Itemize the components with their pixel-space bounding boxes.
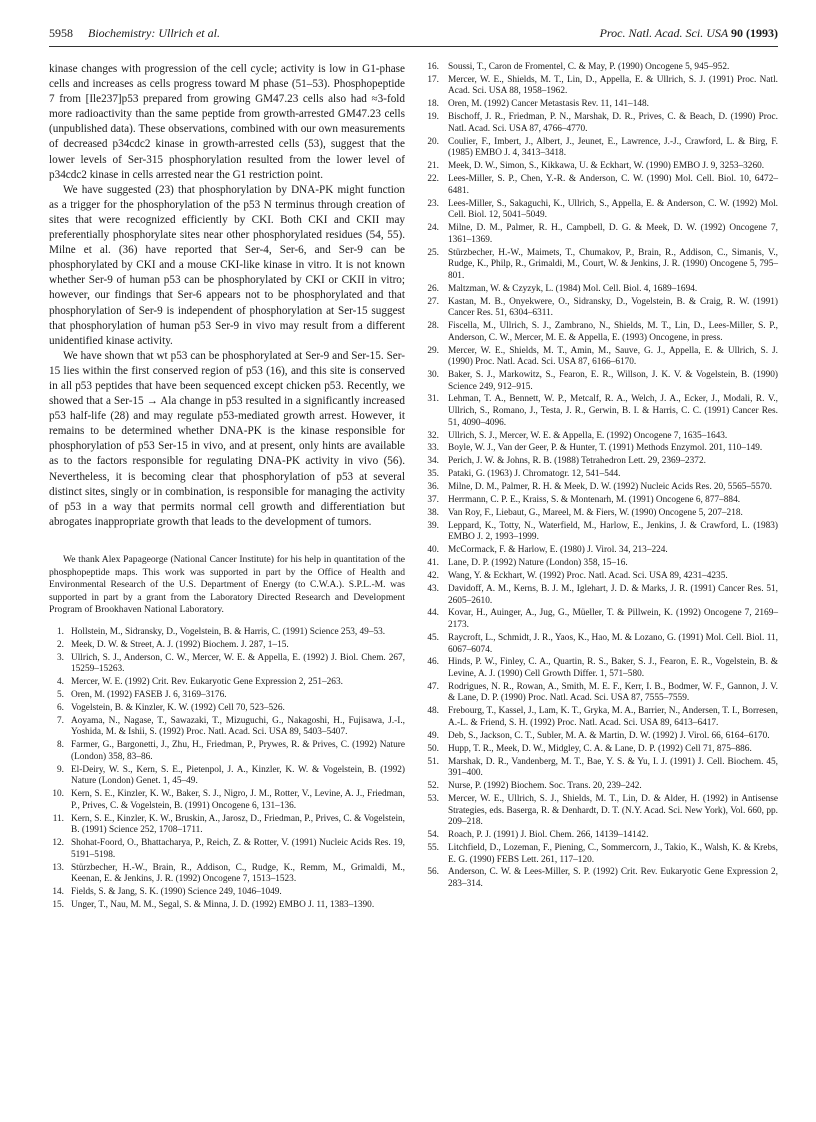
reference-number: 47. xyxy=(427,681,439,692)
reference-number: 21. xyxy=(427,161,439,172)
reference-number: 36. xyxy=(427,482,439,493)
reference-text: Kastan, M. B., Onyekwere, O., Sidransky, D., Vogelstein, B. & Craig, R. W. (1991) Cancer Res. 51, 6304–6311. xyxy=(448,296,778,319)
reference-number: 35. xyxy=(427,469,439,480)
reference-item xyxy=(49,677,405,689)
reference-item xyxy=(424,370,778,393)
reference-number: 9. xyxy=(57,764,64,775)
reference-text: Oren, M. (1992) Cancer Metastasis Rev. 11, 141–148. xyxy=(448,99,649,110)
reference-number: 1. xyxy=(57,626,64,637)
reference-text: Bischoff, J. R., Friedman, P. N., Marshak, D. R., Prives, C. & Beach, D. (1990) Proc. Natl. Acad. Sci. USA 87, 4766–4770. xyxy=(448,112,778,134)
journal-name: Proc. Natl. Acad. Sci. USA xyxy=(599,26,728,40)
reference-item xyxy=(49,627,405,639)
reference-number: 20. xyxy=(427,136,439,147)
reference-item xyxy=(49,814,405,837)
reference-text: Boyle, W. J., Van der Geer, P. & Hunter, T. (1991) Methods Enzymol. 201, 110–149. xyxy=(448,443,763,454)
reference-number: 11. xyxy=(52,813,64,824)
reference-item xyxy=(424,584,778,607)
reference-text: Lehman, T. A., Bennett, W. P., Metcalf, R. A., Welch, J. A., Ecker, J., Modali, R. V., Ullrich, S., Romano, J., Testa, J. R., Gerwin, B. I. & Harris, C. C. (1991) Cancer Res. 51, 4090–4096. xyxy=(448,394,778,428)
reference-number: 42. xyxy=(427,571,439,582)
reference-item xyxy=(424,223,778,246)
reference-text: Perich, J. W. & Johns, R. B. (1988) Tetrahedron Lett. 29, 2369–2372. xyxy=(448,456,706,467)
running-header xyxy=(49,24,778,47)
reference-number: 8. xyxy=(57,740,64,751)
reference-item xyxy=(49,716,405,739)
page-number: 5958 xyxy=(49,26,73,40)
reference-item xyxy=(424,545,778,557)
reference-number: 23. xyxy=(427,198,439,209)
reference-number: 7. xyxy=(57,715,64,726)
reference-item xyxy=(49,863,405,886)
reference-item xyxy=(424,495,778,507)
reference-item xyxy=(424,62,778,74)
reference-number: 17. xyxy=(427,74,439,85)
reference-item xyxy=(424,781,778,793)
reference-text: Stürzbecher, H.-W., Brain, R., Addison, C., Rudge, K., Remm, M., Grimaldi, M., Keenan, E. & Jenkins, J. R. (1992) Oncogene 7, 1513–1523. xyxy=(71,862,405,885)
reference-number: 31. xyxy=(427,394,439,405)
reference-number: 55. xyxy=(427,842,439,853)
reference-item xyxy=(424,508,778,520)
reference-text: Lane, D. P. (1992) Nature (London) 358, 15–16. xyxy=(448,558,628,569)
reference-number: 14. xyxy=(52,887,64,898)
reference-item xyxy=(424,830,778,842)
reference-item xyxy=(424,633,778,656)
reference-text: Kern, S. E., Kinzler, K. W., Bruskin, A., Jarosz, D., Friedman, P., Prives, C. & Vogelstein, B. (1991) Science 252, 1708–1711. xyxy=(71,813,405,836)
reference-text: El-Deiry, W. S., Kern, S. E., Pietenpol, J. A., Kinzler, K. W. & Vogelstein, B. (1992) Nature (London) Genet. 1, 45–49. xyxy=(71,764,405,787)
reference-number: 53. xyxy=(427,794,439,805)
reference-text: McCormack, F. & Harlow, E. (1980) J. Virol. 34, 213–224. xyxy=(448,545,668,556)
reference-item xyxy=(49,740,405,763)
reference-item xyxy=(49,789,405,812)
reference-number: 33. xyxy=(427,443,439,454)
reference-number: 37. xyxy=(427,495,439,506)
right-column xyxy=(424,62,778,892)
reference-text: Roach, P. J. (1991) J. Biol. Chem. 266, 14139–14142. xyxy=(448,830,649,841)
reference-text: Mercer, W. E., Shields, M. T., Amin, M., Sauve, G. J., Appella, E. & Ullrich, S. J. (1990) Proc. Natl. Acad. Sci. USA 87, 6166–6170. xyxy=(448,345,778,368)
reference-item xyxy=(424,346,778,369)
reference-number: 25. xyxy=(427,247,439,258)
reference-number: 10. xyxy=(52,789,64,800)
reference-item xyxy=(424,284,778,296)
reference-number: 3. xyxy=(57,652,64,663)
reference-number: 26. xyxy=(427,283,439,294)
reference-number: 50. xyxy=(427,743,439,754)
journal-section: Biochemistry: Ullrich et al. xyxy=(88,26,220,40)
reference-number: 6. xyxy=(57,702,64,713)
reference-number: 54. xyxy=(427,830,439,841)
acknowledgment: We thank Alex Papageorge (National Cancer Institute) for his help in quantitation of the phosphopeptide maps. This work was supported in part by the Office of Health and Environmental Research of the U.S. Department of Energy (to C.W.A.). S.P.L.-M. was supported in part by a grant from the Laboratory Directed Research and Development Program of Brookhaven National Laboratory. xyxy=(49,553,405,616)
reference-list-left xyxy=(49,627,405,912)
reference-item xyxy=(424,482,778,494)
reference-number: 38. xyxy=(427,507,439,518)
reference-number: 40. xyxy=(427,545,439,556)
reference-text: Baker, S. J., Markowitz, S., Fearon, E. R., Willson, J. K. V. & Vogelstein, B. (1990) Science 249, 912–915. xyxy=(448,370,778,392)
body-paragraph: kinase changes with progression of the cell cycle; activity is low in G1-phase cells and increases as cells progress toward M phase (51–53). Phosphopeptide 7 from [Ile237]p53 prepared from growing GM47.23 cells also had ≈3-fold more radioactivity than the same peptide from growth-arrested GM47.23 cells (unpublished data). These observations, combined with our own measurements of decreased p34cdc2 kinase in growth-arrested cells (53), suggest that the lower levels of Ser-315 phosphorylation resulted from the lower level of p34cdc2 kinase in cells arrested near the G1 restriction point. xyxy=(49,63,405,181)
reference-text: Maltzman, W. & Czyzyk, L. (1984) Mol. Cell. Biol. 4, 1689–1694. xyxy=(448,283,698,294)
reference-item xyxy=(424,682,778,705)
reference-text: Coulier, F., Imbert, J., Albert, J., Jeunet, E., Lawrence, J.-J., Crawford, L. & Birg, F. (1985) EMBO J. 4, 3413–3418. xyxy=(448,136,778,159)
reference-text: Milne, D. M., Palmer, R. H. & Meek, D. W. (1992) Nucleic Acids Res. 20, 5565–5570. xyxy=(448,482,772,493)
reference-item xyxy=(49,887,405,899)
reference-item xyxy=(424,321,778,344)
reference-number: 32. xyxy=(427,430,439,441)
reference-item xyxy=(424,174,778,197)
reference-text: Kern, S. E., Kinzler, K. W., Baker, S. J., Nigro, J. M., Rotter, V., Levine, A. J., Friedman, P., Prives, C. & Vogelstein, B. (1991) Oncogene 6, 131–136. xyxy=(71,789,405,811)
left-column xyxy=(49,62,405,913)
reference-number: 16. xyxy=(427,62,439,72)
reference-number: 24. xyxy=(427,223,439,234)
reference-number: 41. xyxy=(427,558,439,569)
reference-number: 34. xyxy=(427,456,439,467)
reference-text: Ullrich, S. J., Mercer, W. E. & Appella, E. (1992) Oncogene 7, 1635–1643. xyxy=(448,430,728,441)
reference-text: Marshak, D. R., Vandenberg, M. T., Bae, Y. S. & Yu, I. J. (1991) J. Cell. Biochem. 45, 391–400. xyxy=(448,756,778,779)
reference-number: 45. xyxy=(427,632,439,643)
reference-number: 52. xyxy=(427,781,439,792)
reference-text: Lees-Miller, S., Sakaguchi, K., Ullrich, S., Appella, E. & Anderson, C. W. (1992) Mol. Cell. Biol. 12, 5041–5049. xyxy=(448,198,778,221)
reference-number: 30. xyxy=(427,370,439,380)
reference-item xyxy=(49,640,405,652)
reference-number: 5. xyxy=(57,690,64,701)
reference-number: 13. xyxy=(52,862,64,873)
reference-item xyxy=(424,75,778,98)
reference-number: 15. xyxy=(52,900,64,911)
reference-number: 46. xyxy=(427,657,439,668)
reference-number: 51. xyxy=(427,756,439,767)
reference-text: Meek, D. W., Simon, S., Kikkawa, U. & Eckhart, W. (1990) EMBO J. 9, 3253–3260. xyxy=(448,161,765,172)
reference-text: Mercer, W. E., Shields, M. T., Lin, D., Appella, E. & Ullrich, S. J. (1991) Proc. Natl. Acad. Sci. USA 88, 1958–1962. xyxy=(448,74,778,97)
reference-item xyxy=(424,297,778,320)
reference-text: Mercer, W. E. (1992) Crit. Rev. Eukaryotic Gene Expression 2, 251–263. xyxy=(71,677,343,688)
body-paragraph: We have suggested (23) that phosphorylation by DNA-PK might function as a trigger for the phosphorylation of the p53 N terminus through creation of sites that were recognized efficiently by CKI. Both CKI and CKII may preferentially phosphorylate sites near other phosphorylated residues (54, 55). Milne et al. (36) have reported that Ser-4, Ser-6, and Ser-9 can be phosphorylated by CKI and a mouse CKI-like kinase in vitro. It is not known whether Ser-9 of human p53 can be phosphorylated by CKI or CKII in vitro; however, our findings that Ser-6 appears not to be phosphorylated and that phosphorylation of Ser-9 is independent of phosphorylation at Ser-15 suggest that phosphorylation of human p53 Ser-9 in vivo may result from a different unidentified kinase activity. xyxy=(49,183,405,347)
reference-item xyxy=(424,744,778,756)
reference-item xyxy=(424,558,778,570)
reference-number: 19. xyxy=(427,112,439,123)
reference-text: Anderson, C. W. & Lees-Miller, S. P. (1992) Crit. Rev. Eukaryotic Gene Expression 2, 283–314. xyxy=(448,867,778,890)
reference-item xyxy=(424,706,778,729)
reference-text: Kovar, H., Auinger, A., Jug, G., Müeller, T. & Pillwein, K. (1992) Oncogene 7, 2169–2173. xyxy=(448,608,778,631)
reference-text: Stürzbecher, H.-W., Maimets, T., Chumakov, P., Brain, R., Addison, C., Simanis, V., Rudge, K., Philp, R., Grimaldi, M., Court, W. & Jenkins, J. R. (1990) Oncogene 5, 795–801. xyxy=(448,247,778,281)
reference-number: 48. xyxy=(427,706,439,717)
reference-text: Hollstein, M., Sidransky, D., Vogelstein, B. & Harris, C. (1991) Science 253, 49–53. xyxy=(71,626,386,637)
reference-number: 29. xyxy=(427,345,439,356)
reference-item xyxy=(424,112,778,135)
header-left xyxy=(49,26,220,41)
reference-text: Aoyama, N., Nagase, T., Sawazaki, T., Mizuguchi, G., Nakagoshi, H., Fujisawa, J.-I., Yoshida, M. & Ishii, S. (1992) Proc. Natl. Acad. Sci. USA 89, 5403–5407. xyxy=(71,715,405,738)
reference-number: 2. xyxy=(57,639,64,650)
reference-item xyxy=(424,843,778,866)
reference-text: Farmer, G., Bargonetti, J., Zhu, H., Friedman, P., Prywes, R. & Prives, C. (1992) Nature (London) 358, 83–86. xyxy=(71,740,405,762)
reference-text: Hupp, T. R., Meek, D. W., Midgley, C. A. & Lane, D. P. (1992) Cell 71, 875–886. xyxy=(448,743,752,754)
reference-text: Shohat-Foord, O., Bhattacharya, P., Reich, Z. & Rotter, V. (1991) Nucleic Acids Res. 19, 5191–5198. xyxy=(71,838,405,860)
reference-text: Van Roy, F., Liebaut, G., Mareel, M. & Fiers, W. (1990) Oncogene 5, 207–218. xyxy=(448,507,743,518)
reference-item xyxy=(424,608,778,631)
reference-text: Hinds, P. W., Finley, C. A., Quartin, R. S., Baker, S. J., Fearon, E. R., Vogelstein, B. & Levine, A. J. (1990) Cell Growth Differ. 1, 571–580. xyxy=(448,657,778,679)
reference-item xyxy=(424,199,778,222)
reference-item xyxy=(424,456,778,468)
reference-item xyxy=(49,838,405,861)
reference-item xyxy=(424,731,778,743)
reference-item xyxy=(424,161,778,173)
reference-item xyxy=(49,900,405,912)
reference-item xyxy=(424,248,778,283)
reference-text: Oren, M. (1992) FASEB J. 6, 3169–3176. xyxy=(71,690,227,701)
reference-text: Raycroft, L., Schmidt, J. R., Yaos, K., Hao, M. & Lozano, G. (1991) Mol. Cell. Biol. 11, 6067–6074. xyxy=(448,632,778,655)
reference-item xyxy=(424,521,778,544)
reference-number: 56. xyxy=(427,867,439,878)
reference-text: Frebourg, T., Kassel, J., Lam, K. T., Gryka, M. A., Barrier, N., Andersen, T. I., Borresen, A.-L. & Friend, S. H. (1992) Proc. Natl. Acad. Sci. USA 89, 6413–6417. xyxy=(448,706,778,728)
reference-item xyxy=(424,394,778,429)
body-paragraph: We have shown that wt p53 can be phosphorylated at Ser-9 and Ser-15. Ser-15 lies within the first conserved region of p53 (16), and this site is conserved in all p53 peptides that have been sequenced except chicken p53. Recently, we showed that a Ser-15 → Ala change in p53 resulted in a significantly increased p53 half-life (28) and may regulate p53-mediated growth arrest. However, it remains to be determined whether DNA-PK is the kinase responsible for phosphorylation of p53 Ser-15 in vivo, and at present, only hints are available as to the factors responsible for regulating DNA-PK activity in vivo (56). Nevertheless, it is becoming clear that phosphorylation of p53 at several distinct sites, singly or in combination, is responsible for managing the activity of p53 in a way that permits normal cell growth and differentiation but abrogates inappropriate growth that leads to the development of tumors. xyxy=(49,349,405,528)
reference-item xyxy=(424,431,778,443)
reference-item xyxy=(49,765,405,788)
reference-list-right xyxy=(424,62,778,891)
reference-text: Meek, D. W. & Street, A. J. (1992) Biochem. J. 287, 1–15. xyxy=(71,639,289,650)
reference-item xyxy=(424,794,778,829)
reference-text: Nurse, P. (1992) Biochem. Soc. Trans. 20, 239–242. xyxy=(448,781,642,792)
reference-number: 43. xyxy=(427,583,439,594)
reference-number: 28. xyxy=(427,321,439,332)
reference-item xyxy=(424,867,778,890)
reference-number: 49. xyxy=(427,730,439,741)
reference-text: Fields, S. & Jang, S. K. (1990) Science 249, 1046–1049. xyxy=(71,887,282,898)
reference-number: 27. xyxy=(427,296,439,307)
reference-number: 22. xyxy=(427,174,439,185)
reference-item xyxy=(424,99,778,111)
reference-item xyxy=(424,571,778,583)
reference-item xyxy=(424,757,778,780)
reference-item xyxy=(49,703,405,715)
reference-number: 12. xyxy=(52,838,64,849)
reference-text: Rodrigues, N. R., Rowan, A., Smith, M. E. F., Kerr, I. B., Bodmer, W. F., Gannon, J. V. & Lane, D. P. (1990) Proc. Natl. Acad. Sci. USA 87, 7555–7559. xyxy=(448,681,778,704)
reference-item xyxy=(424,137,778,160)
reference-text: Milne, D. M., Palmer, R. H., Campbell, D. G. & Meek, D. W. (1992) Oncogene 7, 1361–1369. xyxy=(448,223,778,245)
reference-text: Vogelstein, B. & Kinzler, K. W. (1992) Cell 70, 523–526. xyxy=(71,702,285,713)
reference-text: Davidoff, A. M., Kerns, B. J. M., Iglehart, J. D. & Marks, J. R. (1991) Cancer Res. 51, 2605–2610. xyxy=(448,583,778,606)
reference-text: Herrmann, C. P. E., Kraiss, S. & Montenarh, M. (1991) Oncogene 6, 877–884. xyxy=(448,495,741,506)
reference-text: Lees-Miller, S. P., Chen, Y.-R. & Anderson, C. W. (1990) Mol. Cell. Biol. 10, 6472–6481. xyxy=(448,174,778,196)
reference-number: 18. xyxy=(427,99,439,110)
reference-text: Deb, S., Jackson, C. T., Subler, M. A. & Martin, D. W. (1992) J. Virol. 66, 6164–6170. xyxy=(448,730,770,741)
reference-item xyxy=(49,690,405,702)
reference-item xyxy=(424,469,778,481)
reference-number: 4. xyxy=(57,677,64,688)
reference-text: Litchfield, D., Lozeman, F., Piening, C., Sommercorn, J., Takio, K., Walsh, K. & Krebs, E. G. (1990) FEBS Lett. 261, 117–120. xyxy=(448,842,778,865)
reference-text: Soussi, T., Caron de Fromentel, C. & May, P. (1990) Oncogene 5, 945–952. xyxy=(448,62,730,72)
reference-text: Leppard, K., Totty, N., Waterfield, M., Harlow, E., Jenkins, J. & Crawford, L. (1983) EMBO J. 2, 1993–1999. xyxy=(448,520,778,543)
reference-text: Wang, Y. & Eckhart, W. (1992) Proc. Natl. Acad. Sci. USA 89, 4231–4235. xyxy=(448,571,728,582)
reference-text: Fiscella, M., Ullrich, S. J., Zambrano, N., Shields, M. T., Lin, D., Lees-Miller, S. P., Anderson, C. W., Mercer, M. E. & Appella, E. (1993) Oncogene, in press. xyxy=(448,321,778,343)
reference-number: 39. xyxy=(427,520,439,531)
reference-text: Pataki, G. (1963) J. Chromatogr. 12, 541–544. xyxy=(448,469,621,480)
reference-item xyxy=(424,443,778,455)
header-right xyxy=(600,26,778,41)
reference-item xyxy=(49,653,405,676)
reference-text: Unger, T., Nau, M. M., Segal, S. & Minna, J. D. (1992) EMBO J. 11, 1383–1390. xyxy=(71,900,375,911)
reference-item xyxy=(424,657,778,680)
reference-text: Ullrich, S. J., Anderson, C. W., Mercer, W. E. & Appella, E. (1992) J. Biol. Chem. 267, 15259–15263. xyxy=(71,652,405,675)
reference-number: 44. xyxy=(427,608,439,619)
journal-volume: 90 (1993) xyxy=(731,26,778,40)
reference-text: Mercer, W. E., Ullrich, S. J., Shields, M. T., Lin, D. & Alder, H. (1992) in Antisense Strategies, eds. Baserga, R. & Denhardt, D. T. (N.Y. Acad. Sci. New York), Vol. 660, pp. 209–218. xyxy=(448,794,778,828)
